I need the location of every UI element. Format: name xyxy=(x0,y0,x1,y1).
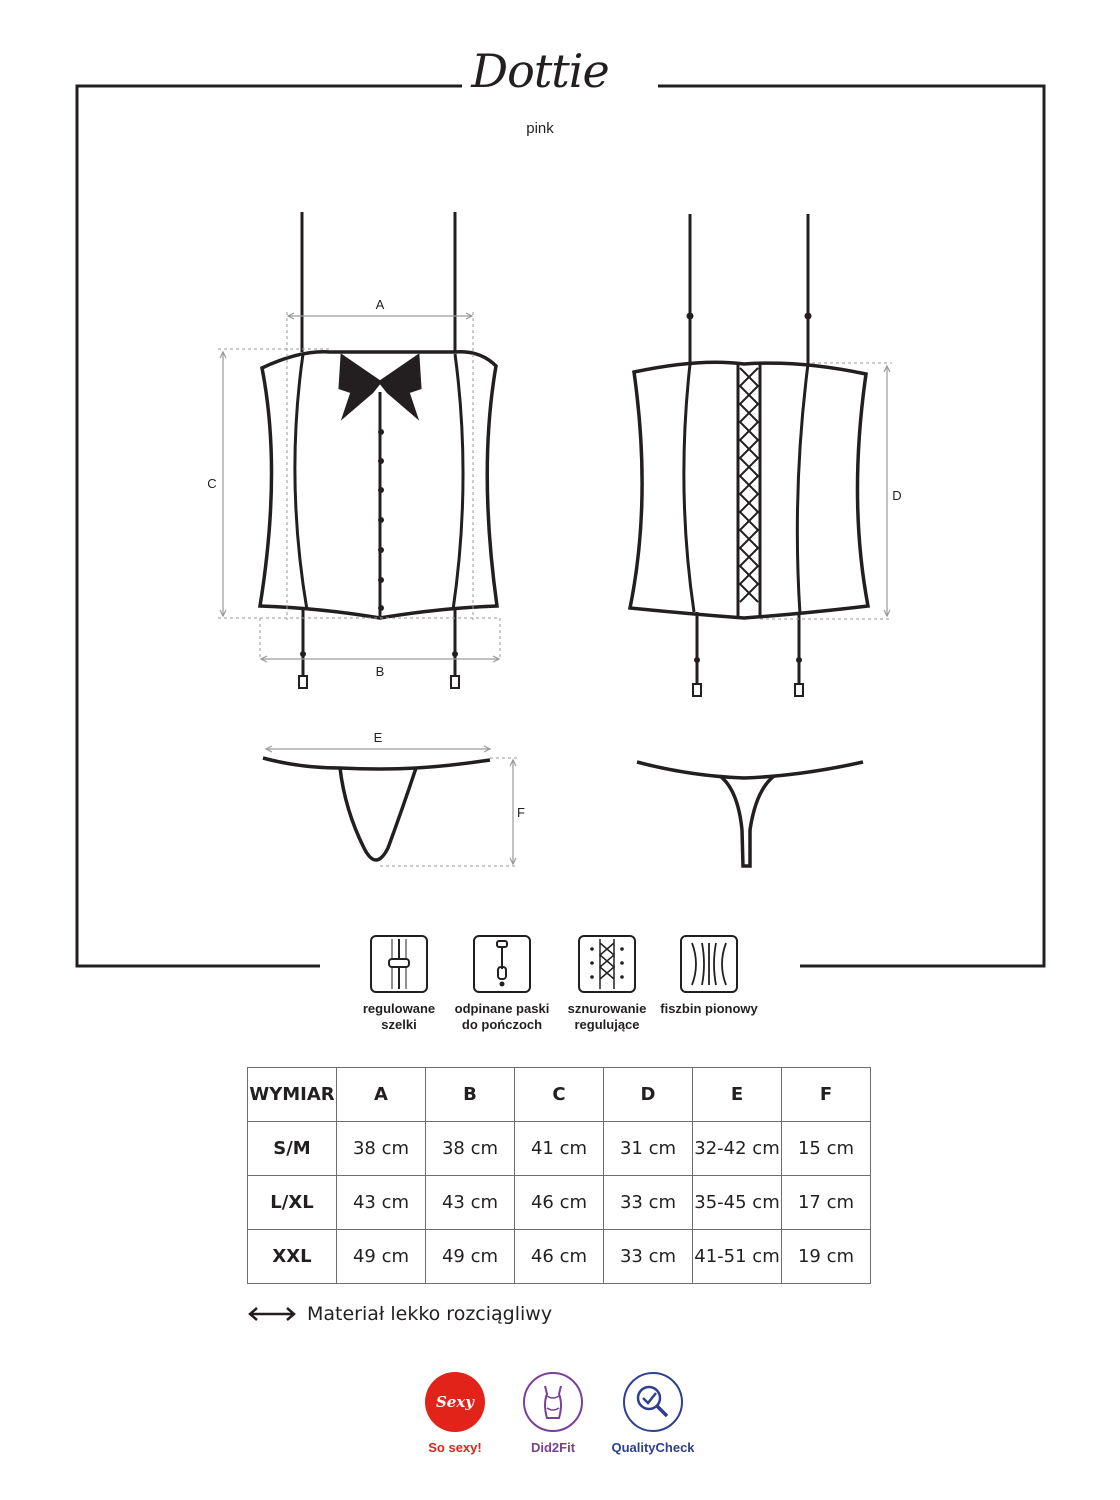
stretch-note-text: Materiał lekko rozciągliwy xyxy=(307,1303,553,1325)
table-row xyxy=(248,1176,871,1230)
table-cell: 49 cm xyxy=(426,1230,515,1284)
table-header: WYMIAR xyxy=(248,1068,337,1122)
corset-front-drawing xyxy=(260,212,497,688)
table-cell: 38 cm xyxy=(337,1122,426,1176)
table-cell: 31 cm xyxy=(604,1122,693,1176)
dim-label-a: A xyxy=(375,297,385,312)
lacing-icon xyxy=(578,935,636,993)
table-cell: 43 cm xyxy=(337,1176,426,1230)
size-table xyxy=(247,1067,871,1284)
adjustable-straps-icon xyxy=(370,935,428,993)
size-cell: XXL xyxy=(248,1230,337,1284)
table-cell: 46 cm xyxy=(515,1230,604,1284)
thong-front-drawing xyxy=(263,758,490,860)
product-color: pink xyxy=(526,120,554,137)
table-row xyxy=(248,1122,871,1176)
table-header: A xyxy=(337,1068,426,1122)
dim-label-c: C xyxy=(207,476,217,491)
badge-label: QualityCheck xyxy=(611,1440,695,1455)
table-row xyxy=(248,1230,871,1284)
did2fit-icon xyxy=(523,1372,583,1432)
badge-label: Did2Fit xyxy=(530,1440,576,1455)
dim-label-d: D xyxy=(892,488,902,503)
table-cell: 33 cm xyxy=(604,1230,693,1284)
feature-label: odpinane paski do pończoch xyxy=(454,1001,550,1032)
table-cell: 17 cm xyxy=(782,1176,871,1230)
dim-label-e: E xyxy=(373,730,383,745)
badge-label: So sexy! xyxy=(428,1440,482,1455)
stretch-note xyxy=(247,1300,552,1328)
vertical-boning-icon xyxy=(680,935,738,993)
table-header: B xyxy=(426,1068,515,1122)
size-cell: L/XL xyxy=(248,1176,337,1230)
table-cell: 19 cm xyxy=(782,1230,871,1284)
table-cell: 41-51 cm xyxy=(693,1230,782,1284)
feature-label: sznurowanie regulujące xyxy=(567,1001,647,1032)
product-name: Dottie xyxy=(471,44,609,98)
table-header: F xyxy=(782,1068,871,1122)
table-cell: 33 cm xyxy=(604,1176,693,1230)
double-arrow-icon xyxy=(247,1306,297,1322)
table-cell: 35-45 cm xyxy=(693,1176,782,1230)
table-header-row xyxy=(248,1068,871,1122)
table-cell: 43 cm xyxy=(426,1176,515,1230)
feature-lacing xyxy=(552,935,662,1033)
table-header: C xyxy=(515,1068,604,1122)
feature-adjustable-straps xyxy=(344,935,454,1033)
thong-dimension-guides xyxy=(266,746,518,866)
so-sexy-icon xyxy=(425,1372,485,1432)
feature-label: fiszbin pionowy xyxy=(660,1001,758,1016)
detachable-garters-icon xyxy=(473,935,531,993)
feature-detachable-garters xyxy=(447,935,557,1033)
table-cell: 46 cm xyxy=(515,1176,604,1230)
table-cell: 38 cm xyxy=(426,1122,515,1176)
frame-border xyxy=(77,86,1044,966)
badge-so-sexy xyxy=(400,1372,510,1455)
dim-label-b: B xyxy=(375,664,385,679)
table-cell: 49 cm xyxy=(337,1230,426,1284)
badge-did2fit xyxy=(498,1372,608,1455)
table-cell: 15 cm xyxy=(782,1122,871,1176)
badge-quality-check xyxy=(598,1372,708,1455)
feature-label: regulowane szelki xyxy=(362,1001,436,1032)
table-header: E xyxy=(693,1068,782,1122)
back-dimension-guides xyxy=(760,363,892,619)
size-cell: S/M xyxy=(248,1122,337,1176)
corset-back-drawing xyxy=(630,214,868,696)
thong-back-drawing xyxy=(637,762,863,866)
so-sexy-inner-text: Sexy xyxy=(435,1393,475,1411)
table-header: D xyxy=(604,1068,693,1122)
feature-vertical-boning xyxy=(654,935,764,1017)
table-cell: 32-42 cm xyxy=(693,1122,782,1176)
quality-check-icon xyxy=(623,1372,683,1432)
table-cell: 41 cm xyxy=(515,1122,604,1176)
dim-label-f: F xyxy=(517,805,525,820)
